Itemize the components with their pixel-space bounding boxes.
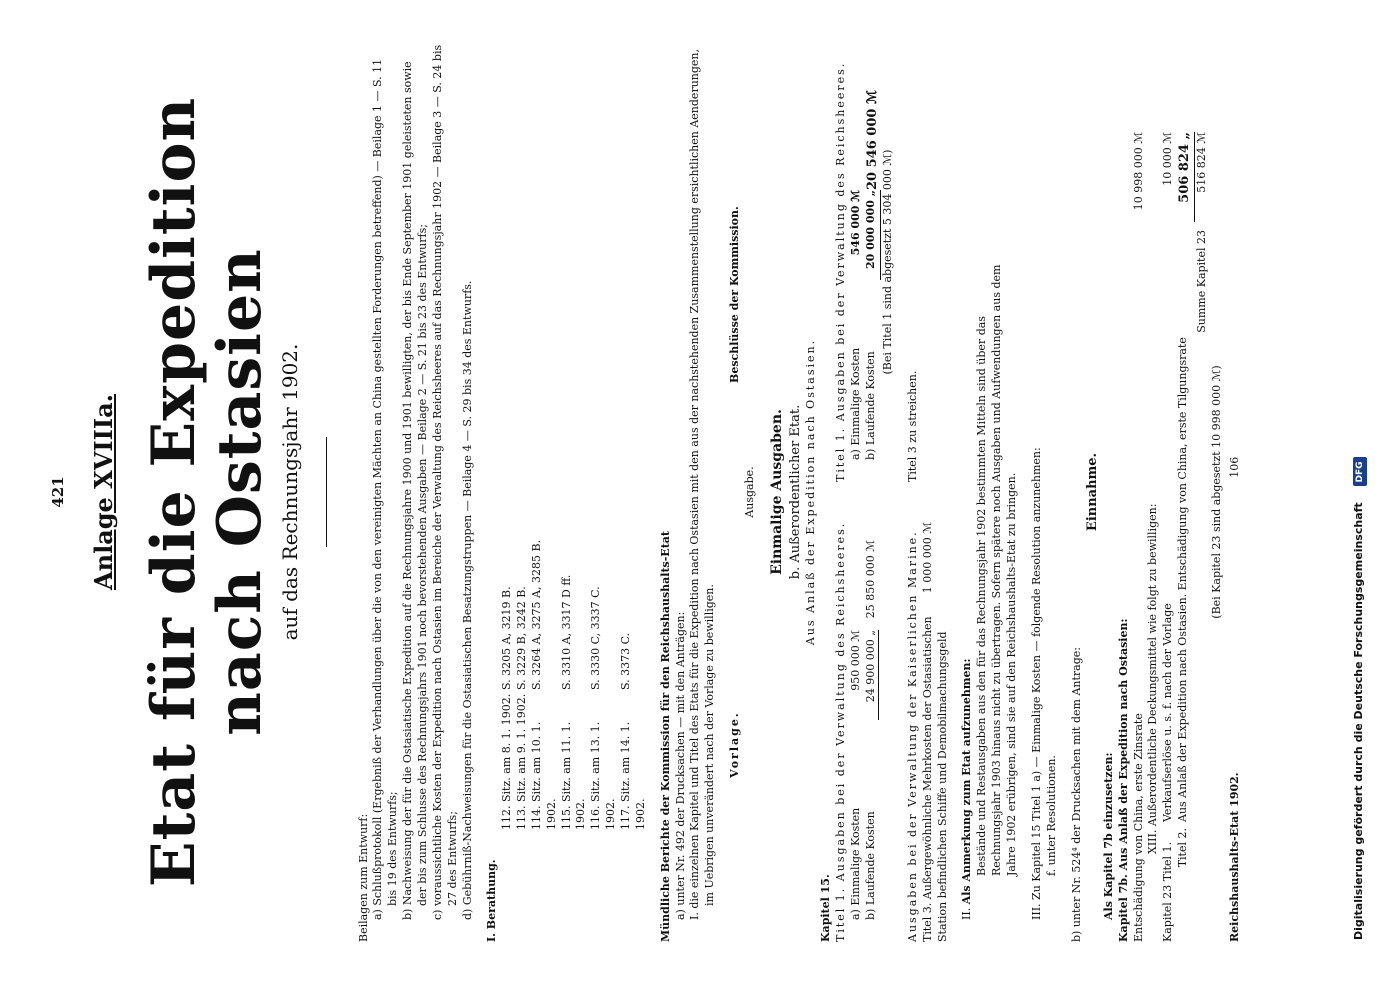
beratung-heading: I. Berathung. [485, 859, 499, 942]
kapitel15-columns [834, 42, 896, 942]
table-row: Entschädigung von China, erste Zinsrate 10 998 000 ℳ [1131, 132, 1145, 942]
kapitel15-section [819, 42, 896, 942]
page-number: 421 [49, 476, 67, 508]
col-vorlage: Vorlage. [728, 711, 742, 778]
kapitel15-beschluss [834, 42, 896, 482]
muendlich-a: a) unter Nr. 492 der Drucksachen — mit den Anträgen: [673, 611, 687, 920]
titel3-amount: 1 000 000 ℳ [920, 522, 934, 594]
table-row: Titel 2. Aus Anlaß der Expedition nach Ostasien. Entschädigung von China, erste Tilgungsrate 506 824 „ [1176, 42, 1195, 942]
list-item: 115. Sitz. am 11. 1. 1902. S. 3310 A, 3317 D ff. [559, 574, 588, 830]
titel1-note: (Bei Titel 1 sind abgesetzt 5 304 000 ℳ) [881, 149, 895, 375]
aus-anlass: Aus Anlaß der Expedition nach Ostasien. [804, 338, 818, 646]
ausgabe-heading: Ausgabe. [742, 466, 756, 518]
table-row: a) Einmalige Kosten 546 000 ℳ [848, 190, 862, 460]
list-item: 114. Sitz. am 10. 1. 1902. S. 3264 A, 3275 A, 3285 B. [529, 539, 558, 830]
titel1-label: Titel 1. Ausgaben bei der Verwaltung des Reichsheeres. [833, 521, 847, 942]
divider [326, 437, 327, 547]
sitzungen-list [500, 42, 648, 942]
beilage-item: b) Nachweisung der für die Ostasiatische Expedition auf die Rechnungsjahre 1900 und 1901 bewilligten, der bis Ende September 1901 geleisteten sowie der bis zum Schlusse des Rechnungsjahrs 1901 noch bevorstehenden Ausgaben — Beilage 2 — S. 21 bis 23 des Entwurfs; [401, 61, 430, 920]
dfg-credit: Digitalisierung gefördert durch die Deutsche Forschungsgemeinschaft DFG [1352, 40, 1367, 940]
titel1-label: Titel 1. Ausgaben bei der Verwaltung des Reichsheeres. [833, 61, 847, 482]
page-footer [1228, 42, 1243, 942]
beilagen-heading: Beilagen zum Entwurf: [356, 813, 370, 942]
resolution-sub: f. unter Resolutionen. [1044, 755, 1058, 876]
table-row: b) Laufende Kosten 20 000 000 „ 20 546 000 ℳ [863, 90, 880, 460]
footer-page: 106 [1228, 456, 1241, 478]
kapitel15-vorlage [834, 502, 896, 942]
beilagen-section [357, 42, 476, 942]
muendliche-berichte [659, 42, 718, 942]
muendlich-i: I. die einzelnen Kapitel und Titel des Etats für die Expedition nach Ostasien mit den aus der nachstehenden Zusammenstellung ersichtlichen Aenderungen, im Uebrigen unverändert nach der Vorlage zu bewilligen. [688, 49, 717, 920]
beilage-item: a) Schlußprotokoll (Ergebniß der Verhandlungen über die von den vereinigten Mächten an China gestellten Forderungen betreffend) — Beilage 1 — S. 11 bis 19 des Entwurfs; [371, 58, 400, 920]
document-subtitle: auf das Rechnungsjahr 1902. [277, 343, 302, 641]
titel3-desc: Titel 3. Außergewöhnliche Mehrkosten der Ostasiatischen Station befindlichen Schiffe und Demobilmachungsgeld [920, 616, 949, 942]
anmerkung-section: II. Als Anmerkung zum Etat aufzunehmen: Bestände und Restausgaben aus den für das Rechnungsjahr 1902 bestimmten Mitteln sind über das Rechnungsjahr 1903 hinaus nicht zu übertragen. Sofern spätere noch Ausgaben und Aufwendungen aus dem Jahre 1902 erübrigen, sind sie auf den Reichshaushalts-Etat zu bringen. [960, 42, 1019, 942]
anmerkung-quote: Bestände und Restausgaben aus den für das Rechnungsjahr 1902 bestimmten Mitteln sind über das Rechnungsjahr 1903 hinaus nicht zu übertragen. Sofern spätere noch Ausgaben und Aufwendungen aus dem Jahre 1902 erübrigen, sind sie auf den Reichshaushalts-Etat zu bringen. [975, 264, 1018, 876]
column-headers [728, 42, 743, 942]
titel3-section [906, 42, 951, 942]
list-item: 113. Sitz. am 9. 1. 1902. S. 3229 B, 3242 B. [515, 586, 529, 830]
beilage-item: c) voraussichtliche Kosten der Expedition nach Ostasien im Bereiche der Verwaltung des Reichsheeres auf das Rechnungsjahr 1902 — Beilage 3 — S. 24 bis 27 des Entwurfs; [430, 44, 459, 920]
einmalige-heading: Einmalige Ausgaben. [768, 409, 785, 575]
ausserord-heading: b. Außerordentlicher Etat. [787, 404, 803, 580]
kapitel23-note: (Bei Kapitel 23 sind abgesetzt 10 998 000 ℳ) [1209, 365, 1223, 619]
einnahme-heading: Einnahme. [1085, 452, 1101, 532]
titel3-heading: Ausgaben bei der Verwaltung der Kaiserlichen Marine. [905, 530, 919, 942]
document-title: Etat für die Expedition nach Ostasien [138, 96, 275, 888]
table-row: b) Laufende Kosten 24 900 000 „ 25 850 000 ℳ [864, 502, 880, 942]
document-page [38, 42, 1241, 942]
col-beschluesse: Beschlüsse der Kommission. [728, 206, 742, 383]
list-item: 117. Sitz. am 14. 1. 1902. S. 3373 C. [618, 632, 647, 830]
resolution-section: III. Zu Kapitel 15 Titel 1 a) — Einmalige Kosten — folgende Resolution anzunehmen: f. unter Resolutionen. [1030, 42, 1060, 942]
table-row: a) Einmalige Kosten 950 000 ℳ [848, 630, 862, 920]
beratung-section [485, 42, 648, 942]
anlage-heading: Anlage XVIIIa. [89, 394, 119, 590]
list-item: 116. Sitz. am 13. 1. 1902. S. 3330 C, 3337 C. [589, 586, 618, 830]
antrag-b-section: b) unter Nr. 524⁴ der Drucksachen mit dem Antrage: Einnahme. Als Kapitel 7b einzusetzen: Kapitel 7b. Aus Anlaß der Expedition nach Ostasien: Entschädigung von China, erste Zinsrate 10 998 000 ℳ XIII. Außerordentliche Deckungsmittel wie folgt zu bewilligen: Kapitel 23 Titel 1. Verkaufserlöse u. s. f. nach der Vorlage 10 000 ℳ Titel 2. Aus Anlaß der Expedition nach Ostasien. Entschädigung von China, erste Tilgungsrate 506 824 „ Summe Kapitel 23 516 824 ℳ (Bei Kapitel 23 sind abgesetzt 10 998 000 ℳ) [1070, 42, 1225, 942]
table-row: Kapitel 23 Titel 1. Verkaufserlöse u. s. f. nach der Vorlage 10 000 ℳ [1161, 132, 1175, 942]
dfg-logo: DFG [1353, 457, 1367, 486]
kapitel15-heading: Kapitel 15. [819, 874, 833, 942]
titel3-beschluss: Titel 3 zu streichen. [905, 370, 919, 482]
footer-left: Reichshaushalts-Etat 1902. [1228, 772, 1241, 942]
table-row: Summe Kapitel 23 516 824 ℳ [1194, 132, 1208, 333]
list-item: 112. Sitz. am 8. 1. 1902. S. 3205 A, 3219 B. [500, 586, 514, 830]
beilage-item: d) Gebührniß-Nachweisungen für die Ostasiatischen Besatzungstruppen — Beilage 4 — S. 29 bis 34 des Entwurfs. [460, 280, 474, 920]
muendlich-heading: Mündliche Berichte der Kommission für den Reichshaushalts-Etat [658, 531, 672, 942]
